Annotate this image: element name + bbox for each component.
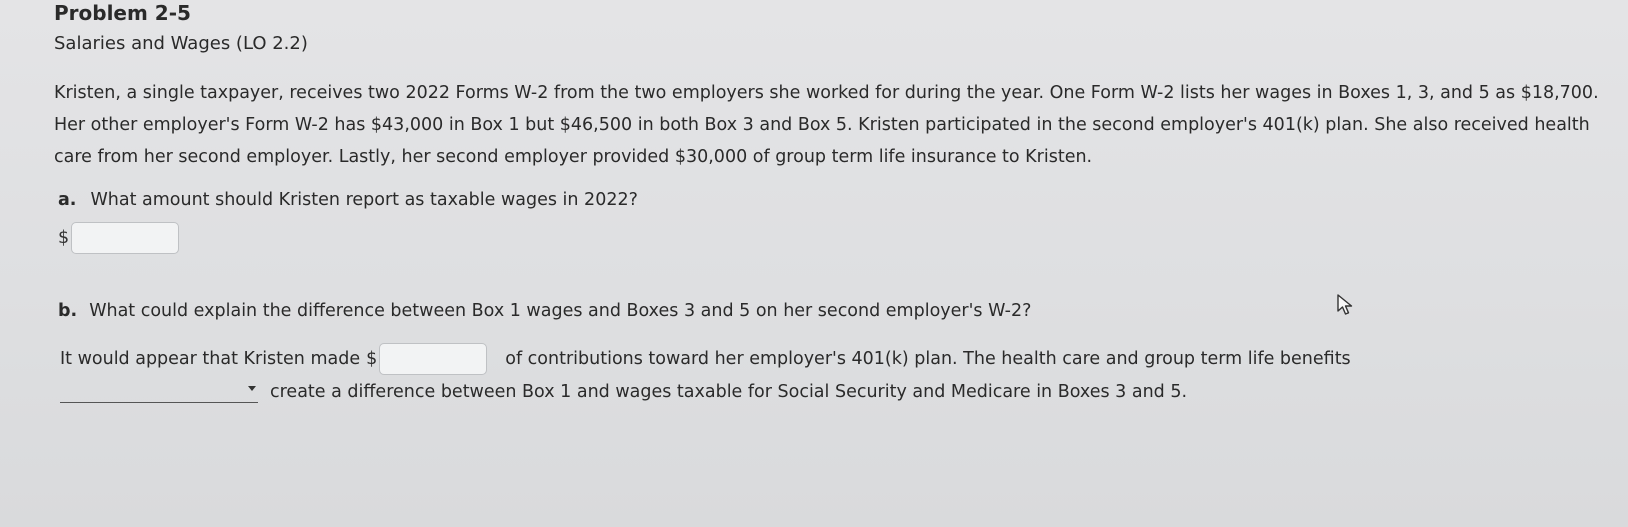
- 401k-contribution-input[interactable]: [379, 343, 487, 375]
- problem-description: Kristen, a single taxpayer, receives two 2022 Forms W-2 from the two employers she worked for during the year. One Form W-2 lists her wages in Boxes 1, 3, and 5 as $18,700. Her other employer's Form W-2 has $43,000 in Box 1 but $46,500 in both Box 3 and Box 5. Kristen participated in the second employer's 401(k) plan. She also received health care from her second employer. Lastly, her second employer provided $30,000 of group term life insurance to Kristen.: [54, 83, 1599, 167]
- currency-symbol: $: [366, 349, 378, 369]
- answer-b-text-part3: create a difference between Box 1 and wages taxable for Social Security and Medicare in Boxes 3 and 5.: [270, 381, 1188, 402]
- currency-symbol: $: [58, 228, 70, 248]
- taxable-wages-input[interactable]: [71, 222, 179, 254]
- answer-b-sentence-line-1: [60, 343, 1351, 375]
- dropdown-selected-value: [60, 381, 64, 399]
- problem-title: Problem 2-5: [54, 1, 191, 25]
- question-b-letter: b.: [58, 301, 78, 321]
- problem-subtitle: Salaries and Wages (LO 2.2): [54, 33, 308, 54]
- chevron-down-icon: [248, 386, 256, 391]
- answer-a-row: [58, 222, 179, 254]
- question-a-letter: a.: [58, 190, 77, 210]
- question-a-text: What amount should Kristen report as taxable wages in 2022?: [90, 190, 638, 210]
- question-b-text: What could explain the difference between Box 1 wages and Boxes 3 and 5 on her second employer's W-2?: [89, 301, 1032, 321]
- answer-b-sentence-line-2: [60, 380, 1187, 403]
- question-a: [58, 190, 638, 210]
- benefits-dropdown[interactable]: [60, 380, 258, 403]
- answer-b-text-part2: of contributions toward her employer's 401(k) plan. The health care and group term life benefits: [505, 349, 1351, 369]
- question-b: [58, 301, 1031, 321]
- mouse-pointer-icon: [1335, 293, 1357, 317]
- answer-b-text-part1: It would appear that Kristen made: [60, 349, 361, 369]
